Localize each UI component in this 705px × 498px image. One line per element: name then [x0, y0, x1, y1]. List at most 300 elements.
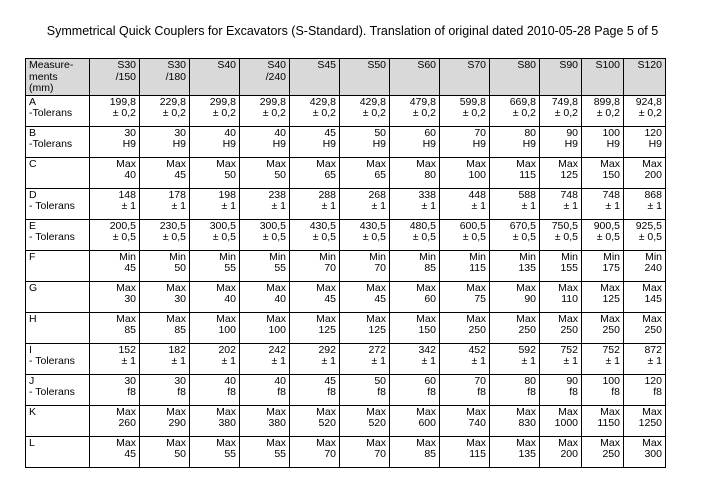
- row-label: [26, 374, 90, 405]
- table-cell-line: ± 1: [521, 355, 536, 367]
- table-cell-line: ± 0,2: [412, 107, 436, 119]
- table-cell-line: 85: [424, 448, 436, 460]
- table-cell-line: ± 0,5: [554, 231, 578, 243]
- table-cell-line: H9: [372, 138, 386, 150]
- table-cell-line: ± 0,5: [162, 231, 186, 243]
- table-cell-line: Max: [600, 436, 620, 449]
- table-cell: [390, 157, 440, 188]
- table-cell-line: 125: [560, 169, 578, 181]
- table-cell-line: 155: [560, 262, 578, 274]
- table-cell-line: Max: [266, 436, 286, 449]
- header-row: [26, 59, 666, 96]
- table-cell: [240, 126, 290, 157]
- table-row: [26, 95, 666, 126]
- column-header-line: S100: [595, 59, 620, 71]
- column-header: [90, 59, 140, 96]
- table-cell: [582, 405, 624, 436]
- table-cell: [340, 95, 390, 126]
- column-header-line: S50: [367, 59, 386, 71]
- table-cell-line: 260: [118, 417, 136, 429]
- table-cell-line: Max: [166, 157, 186, 170]
- table-cell: [540, 188, 582, 219]
- row-label-line: F: [29, 250, 36, 263]
- table-cell-line: 70: [324, 448, 336, 460]
- table-cell: [540, 95, 582, 126]
- row-label-line: -Tolerans: [29, 138, 73, 150]
- table-cell-line: 300,5: [209, 219, 236, 232]
- table-cell: [582, 219, 624, 250]
- table-cell: [290, 436, 340, 467]
- table-cell: [90, 157, 140, 188]
- table-cell: [340, 250, 390, 281]
- table-cell: [240, 405, 290, 436]
- table-cell-line: 300,5: [259, 219, 286, 232]
- table-cell: [490, 219, 540, 250]
- table-cell-line: 45: [124, 448, 136, 460]
- table-cell-line: 30: [124, 126, 136, 139]
- table-cell-line: ± 1: [647, 355, 662, 367]
- table-cell: [490, 188, 540, 219]
- table-cell-line: f8: [427, 386, 436, 398]
- row-label: [26, 250, 90, 281]
- table-cell: [490, 343, 540, 374]
- table-cell-line: 520: [368, 417, 386, 429]
- table-cell-line: 599,8: [459, 95, 486, 108]
- table-cell-line: ± 1: [521, 200, 536, 212]
- table-cell-line: f8: [653, 386, 662, 398]
- table-cell-line: ± 1: [563, 200, 578, 212]
- table-cell-line: 45: [174, 169, 186, 181]
- table-cell-line: Max: [116, 281, 136, 294]
- table-cell-line: 148: [118, 188, 136, 201]
- table-cell-line: Max: [166, 281, 186, 294]
- table-cell-line: 430,5: [359, 219, 386, 232]
- table-cell-line: 40: [224, 374, 236, 387]
- table-row: [26, 188, 666, 219]
- table-cell-line: 65: [324, 169, 336, 181]
- table-row: [26, 157, 666, 188]
- table-cell: [582, 157, 624, 188]
- table-cell-line: 50: [224, 169, 236, 181]
- table-cell: [190, 95, 240, 126]
- table-cell-line: Max: [316, 281, 336, 294]
- table-cell-line: 50: [274, 169, 286, 181]
- table-cell: [140, 188, 190, 219]
- column-header: [240, 59, 290, 96]
- table-cell-line: Min: [119, 250, 136, 263]
- table-cell-line: Max: [466, 281, 486, 294]
- table-cell: [140, 374, 190, 405]
- table-cell-line: 199,8: [109, 95, 136, 108]
- table-cell-line: 1150: [597, 417, 620, 429]
- table-cell-line: 40: [224, 126, 236, 139]
- table-cell-line: 40: [274, 374, 286, 387]
- table-cell-line: 45: [324, 126, 336, 139]
- table-cell-line: Max: [558, 405, 578, 418]
- table-cell: [90, 343, 140, 374]
- table-cell-line: f8: [177, 386, 186, 398]
- table-cell-line: Max: [416, 436, 436, 449]
- table-cell-line: 50: [174, 262, 186, 274]
- table-cell: [290, 281, 340, 312]
- table-cell: [340, 312, 390, 343]
- table-cell-line: 125: [602, 293, 620, 305]
- table-cell: [190, 436, 240, 467]
- table-cell-line: 272: [368, 343, 386, 356]
- table-cell: [490, 157, 540, 188]
- table-cell-line: 45: [374, 293, 386, 305]
- table-cell-line: 452: [468, 343, 486, 356]
- table-cell-line: H9: [272, 138, 286, 150]
- table-cell: [540, 343, 582, 374]
- table-cell-line: 749,8: [551, 95, 578, 108]
- row-label: [26, 219, 90, 250]
- row-label-line: I: [29, 343, 32, 356]
- table-cell: [440, 126, 490, 157]
- table-cell-line: 30: [124, 293, 136, 305]
- table-cell-line: f8: [477, 386, 486, 398]
- table-cell: [140, 219, 190, 250]
- table-cell-line: 100: [602, 374, 620, 387]
- table-cell: [190, 312, 240, 343]
- table-cell: [582, 95, 624, 126]
- table-cell-line: 115: [469, 448, 486, 460]
- table-cell-line: H9: [322, 138, 336, 150]
- column-header-line: /240: [265, 70, 286, 83]
- table-cell-line: 250: [518, 324, 536, 336]
- row-label: [26, 405, 90, 436]
- table-cell-line: 182: [168, 343, 186, 356]
- table-cell-line: ± 0,2: [462, 107, 486, 119]
- column-header: [624, 59, 666, 96]
- table-cell-line: ± 1: [371, 200, 386, 212]
- table-cell-line: Max: [466, 157, 486, 170]
- table-cell-line: Max: [216, 157, 236, 170]
- table-row: [26, 219, 666, 250]
- table-cell-line: ± 1: [271, 200, 286, 212]
- table-cell-line: 115: [469, 262, 486, 274]
- table-cell: [190, 374, 240, 405]
- table-cell-line: 230,5: [159, 219, 186, 232]
- table-cell: [240, 436, 290, 467]
- table-cell-line: 299,8: [209, 95, 236, 108]
- table-cell-line: Max: [216, 312, 236, 325]
- table-cell-line: ± 1: [171, 355, 186, 367]
- table-cell-line: Min: [369, 250, 386, 263]
- table-cell-line: Max: [166, 405, 186, 418]
- table-cell: [624, 219, 666, 250]
- table-row: [26, 405, 666, 436]
- column-header: [390, 59, 440, 96]
- table-cell: [240, 281, 290, 312]
- table-cell-line: Min: [169, 250, 186, 263]
- table-cell-line: 45: [124, 262, 136, 274]
- table-cell: [290, 312, 340, 343]
- column-header-line: S30: [117, 59, 136, 71]
- table-cell-line: Max: [366, 436, 386, 449]
- table-cell-line: 70: [474, 126, 486, 139]
- table-cell: [290, 374, 340, 405]
- row-label: [26, 436, 90, 467]
- table-cell-line: Max: [516, 405, 536, 418]
- row-label: [26, 188, 90, 219]
- table-cell: [140, 436, 190, 467]
- table-cell-line: f8: [377, 386, 386, 398]
- row-label-line: G: [29, 281, 38, 294]
- table-cell-line: Max: [416, 405, 436, 418]
- table-cell-line: 65: [374, 169, 386, 181]
- table-cell: [290, 126, 340, 157]
- table-cell-line: 750,5: [551, 219, 578, 232]
- table-cell: [190, 405, 240, 436]
- table-cell-line: 250: [644, 324, 662, 336]
- table-cell: [540, 374, 582, 405]
- table-cell: [140, 343, 190, 374]
- table-cell-line: Max: [642, 405, 662, 418]
- table-cell-line: 30: [124, 374, 136, 387]
- row-label-line: A: [29, 95, 37, 108]
- table-cell: [582, 250, 624, 281]
- table-cell-line: Max: [366, 157, 386, 170]
- table-cell: [440, 95, 490, 126]
- header-corner-cell-line: Measure-: [29, 59, 74, 71]
- table-cell-line: 135: [518, 262, 536, 274]
- table-cell: [390, 281, 440, 312]
- table-cell-line: 45: [324, 374, 336, 387]
- table-cell-line: 268: [368, 188, 386, 201]
- table-cell-line: 100: [602, 126, 620, 139]
- table-cell-line: 100: [468, 169, 486, 181]
- table-cell: [190, 157, 240, 188]
- table-cell-line: ± 0,5: [638, 231, 662, 243]
- table-cell: [190, 343, 240, 374]
- table-cell: [340, 188, 390, 219]
- table-cell: [624, 312, 666, 343]
- table-cell-line: 80: [524, 126, 536, 139]
- row-label-line: E: [29, 219, 37, 232]
- table-cell-line: ± 0,5: [362, 231, 386, 243]
- table-cell-line: 40: [274, 293, 286, 305]
- table-cell: [240, 95, 290, 126]
- table-cell-line: ± 0,2: [162, 107, 186, 119]
- row-label-line: - Tolerans: [29, 200, 75, 212]
- table-cell: [240, 188, 290, 219]
- table-row: [26, 126, 666, 157]
- table-cell-line: 300: [644, 448, 662, 460]
- table-cell: [90, 405, 140, 436]
- column-header: [490, 59, 540, 96]
- table-cell-line: 429,8: [309, 95, 336, 108]
- table-cell-line: ± 0,5: [262, 231, 286, 243]
- table-cell-line: Max: [266, 157, 286, 170]
- table-cell: [240, 343, 290, 374]
- table-cell-line: Max: [416, 157, 436, 170]
- table-cell: [490, 281, 540, 312]
- table-cell-line: 178: [168, 188, 186, 201]
- table-cell-line: 70: [324, 262, 336, 274]
- table-cell: [490, 95, 540, 126]
- table-cell: [490, 312, 540, 343]
- table-cell: [190, 219, 240, 250]
- table-cell-line: H9: [564, 138, 578, 150]
- table-cell: [290, 157, 340, 188]
- column-header-line: S70: [467, 59, 486, 71]
- table-cell: [90, 374, 140, 405]
- table-cell-line: 520: [318, 417, 336, 429]
- table-cell: [582, 188, 624, 219]
- table-cell: [490, 250, 540, 281]
- table-cell-line: Max: [316, 157, 336, 170]
- table-cell-line: Max: [116, 436, 136, 449]
- table-cell-line: Max: [642, 281, 662, 294]
- table-cell-line: 430,5: [309, 219, 336, 232]
- table-cell: [140, 405, 190, 436]
- row-label: [26, 281, 90, 312]
- table-cell-line: Max: [266, 281, 286, 294]
- table-cell: [582, 436, 624, 467]
- table-cell-line: ± 1: [563, 355, 578, 367]
- table-cell-line: Max: [516, 312, 536, 325]
- table-cell: [440, 188, 490, 219]
- table-cell: [90, 312, 140, 343]
- table-cell: [290, 405, 340, 436]
- table-cell-line: ± 0,5: [312, 231, 336, 243]
- table-cell-line: ± 1: [121, 355, 136, 367]
- table-cell-line: ± 0,5: [596, 231, 620, 243]
- table-cell-line: Max: [366, 312, 386, 325]
- table-cell: [440, 250, 490, 281]
- table-cell-line: ± 0,2: [512, 107, 536, 119]
- table-cell: [290, 219, 340, 250]
- table-cell-line: H9: [606, 138, 620, 150]
- table-cell: [340, 126, 390, 157]
- table-cell-line: Max: [116, 312, 136, 325]
- table-cell-line: ± 1: [647, 200, 662, 212]
- table-cell-line: Max: [116, 157, 136, 170]
- table-cell-line: ± 1: [421, 200, 436, 212]
- table-cell-line: Max: [642, 157, 662, 170]
- table-cell-line: H9: [472, 138, 486, 150]
- table-cell-line: ± 1: [321, 355, 336, 367]
- table-cell-line: 120: [644, 374, 662, 387]
- table-cell-line: Max: [116, 405, 136, 418]
- column-header: [140, 59, 190, 96]
- table-cell-line: 85: [174, 324, 186, 336]
- table-cell-line: 175: [602, 262, 620, 274]
- table-cell-line: 75: [474, 293, 486, 305]
- table-cell-line: 830: [518, 417, 536, 429]
- table-cell-line: 150: [418, 324, 436, 336]
- table-cell-line: 198: [218, 188, 236, 201]
- table-cell-line: Max: [558, 281, 578, 294]
- table-cell-line: 240: [644, 262, 662, 274]
- table-cell: [582, 374, 624, 405]
- table-cell-line: Max: [558, 436, 578, 449]
- table-cell-line: 120: [644, 126, 662, 139]
- table-cell-line: ± 1: [371, 355, 386, 367]
- table-cell-line: 125: [368, 324, 386, 336]
- table-row: [26, 374, 666, 405]
- table-cell: [490, 405, 540, 436]
- table-cell-line: Max: [216, 281, 236, 294]
- table-cell-line: 50: [374, 374, 386, 387]
- table-cell-line: 448: [468, 188, 486, 201]
- table-cell-line: ± 0,2: [212, 107, 236, 119]
- table-cell-line: 200: [560, 448, 578, 460]
- column-header: [340, 59, 390, 96]
- table-cell-line: Max: [516, 281, 536, 294]
- table-cell-line: Max: [266, 405, 286, 418]
- row-label-line: B: [29, 126, 37, 139]
- table-cell-line: 479,8: [409, 95, 436, 108]
- table-cell-line: 60: [424, 374, 436, 387]
- table-cell: [390, 250, 440, 281]
- table-cell-line: Max: [166, 312, 186, 325]
- table-cell-line: 125: [318, 324, 336, 336]
- table-cell: [582, 312, 624, 343]
- table-cell-line: ± 0,2: [362, 107, 386, 119]
- table-cell: [440, 436, 490, 467]
- table-cell: [140, 250, 190, 281]
- table-cell-line: 50: [174, 448, 186, 460]
- table-cell-line: 752: [560, 343, 578, 356]
- table-cell-line: 202: [218, 343, 236, 356]
- table-cell: [190, 281, 240, 312]
- table-cell: [340, 281, 390, 312]
- table-cell-line: 1250: [638, 417, 662, 429]
- table-cell: [624, 405, 666, 436]
- table-cell-line: Max: [266, 312, 286, 325]
- table-cell-line: ± 0,5: [462, 231, 486, 243]
- column-header: [540, 59, 582, 96]
- table-cell-line: f8: [569, 386, 578, 398]
- table-cell-line: Max: [416, 312, 436, 325]
- table-cell-line: 30: [174, 374, 186, 387]
- table-cell-line: 342: [418, 343, 436, 356]
- table-cell: [490, 436, 540, 467]
- table-cell-line: f8: [327, 386, 336, 398]
- column-header-line: S45: [317, 59, 336, 71]
- table-cell-line: H9: [422, 138, 436, 150]
- table-cell-line: ± 1: [605, 200, 620, 212]
- row-label-line: -Tolerans: [29, 107, 73, 119]
- table-cell: [290, 95, 340, 126]
- table-cell-line: 299,8: [259, 95, 286, 108]
- table-cell: [290, 250, 340, 281]
- table-cell: [440, 281, 490, 312]
- table-cell-line: 55: [274, 448, 286, 460]
- table-cell-line: 242: [268, 343, 286, 356]
- table-cell: [624, 188, 666, 219]
- table-cell-line: 669,8: [509, 95, 536, 108]
- table-cell: [90, 188, 140, 219]
- column-header-line: S80: [517, 59, 536, 71]
- table-cell-line: 145: [644, 293, 662, 305]
- table-cell-line: f8: [127, 386, 136, 398]
- table-cell-line: 480,5: [409, 219, 436, 232]
- table-cell: [140, 157, 190, 188]
- table-cell: [340, 405, 390, 436]
- table-cell: [624, 250, 666, 281]
- table-cell-line: 872: [644, 343, 662, 356]
- row-label-line: K: [29, 405, 37, 418]
- table-cell-line: Max: [600, 157, 620, 170]
- table-cell: [390, 343, 440, 374]
- specification-table: [25, 58, 666, 468]
- table-cell-line: Min: [561, 250, 578, 263]
- table-cell-line: 115: [519, 169, 536, 181]
- table-cell-line: 135: [518, 448, 536, 460]
